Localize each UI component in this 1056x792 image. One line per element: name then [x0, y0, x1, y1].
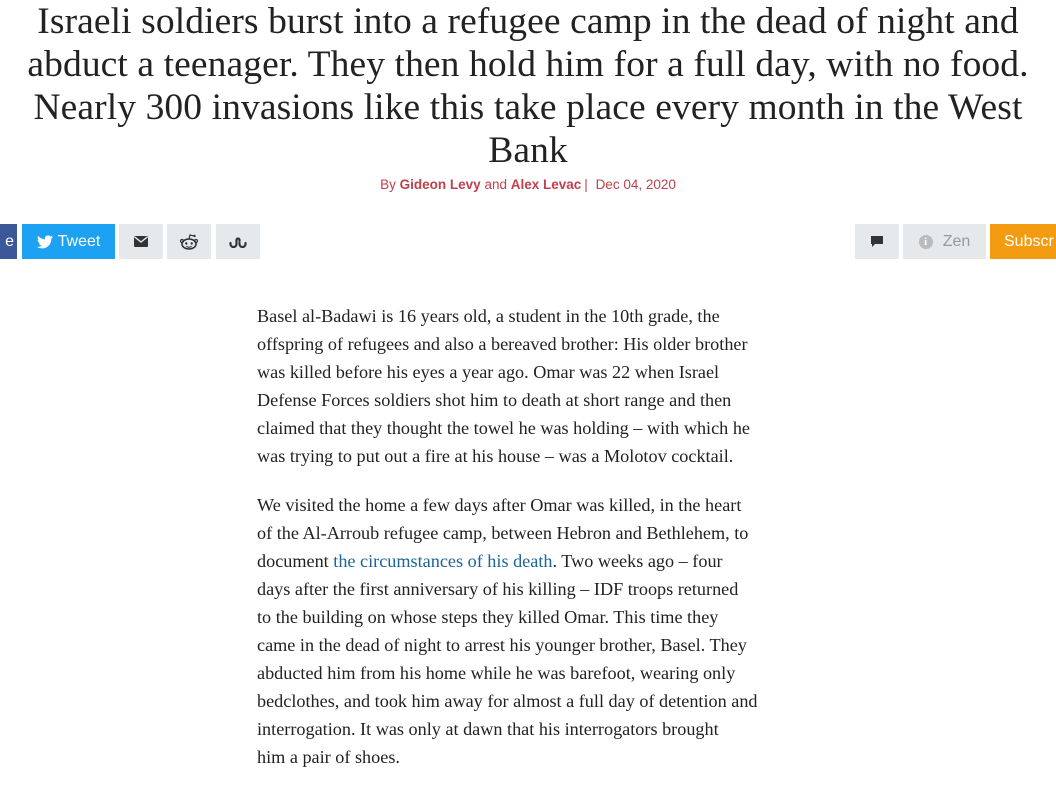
info-icon: i [919, 235, 933, 249]
article-paragraph [257, 302, 817, 470]
comments-button[interactable] [855, 224, 899, 259]
article-line: to the building on whose steps they killed Omar. This time they [257, 607, 719, 627]
article-body [257, 302, 817, 792]
article-line: bedclothes, and took him away for almost a full day of detention and [257, 691, 758, 711]
article-line: offspring of refugees and also a bereaved brother: His older brother [257, 334, 748, 354]
article-line: interrogation. It was only at dawn that his interrogators brought [257, 719, 719, 739]
byline [0, 177, 1056, 192]
article-line: was killed before his eyes a year ago. Omar was 22 when Israel [257, 362, 720, 382]
article-line: days after the first anniversary of his killing – IDF troops returned [257, 579, 739, 599]
article-line: abducted him from his home while he was barefoot, wearing only [257, 663, 736, 683]
zen-label: Zen [942, 232, 971, 250]
article-line: was trying to put out a fire at his house – was a Molotov cocktail. [257, 446, 734, 466]
reddit-share-button[interactable] [167, 224, 211, 259]
facebook-share-label: e [5, 232, 14, 250]
byline-and: and [484, 177, 507, 192]
headline-line: Nearly 300 invasions like this take place every month in the West [33, 87, 1023, 128]
article-line: him a pair of shoes. [257, 747, 400, 767]
article-line [257, 547, 817, 575]
article-line: claimed that they thought the towel he was holding – with which he [257, 418, 750, 438]
byline-by: By [380, 177, 396, 192]
zen-mode-button[interactable] [903, 224, 986, 259]
article-headline [0, 0, 1056, 172]
stumbleupon-share-button[interactable] [216, 224, 260, 259]
author-link-gideon-levy[interactable]: Gideon Levy [399, 177, 481, 192]
byline-separator: | [584, 177, 588, 192]
tweet-button[interactable] [22, 224, 115, 259]
headline-line: Israeli soldiers burst into a refugee camp in the dead of night and [37, 1, 1019, 42]
author-link-alex-levac[interactable]: Alex Levac [510, 177, 582, 192]
article-paragraph [257, 491, 817, 771]
tweet-label: Tweet [57, 232, 101, 250]
article-line: We visited the home a few days after Omar was killed, in the heart [257, 495, 742, 515]
article-line: Basel al-Badawi is 16 years old, a student in the 10th grade, the [257, 306, 720, 326]
text-segment: document [257, 551, 334, 571]
envelope-icon [134, 236, 148, 247]
headline-line: Bank [488, 130, 568, 171]
email-share-button[interactable] [119, 224, 163, 259]
subscribe-label: Subscr [1004, 232, 1054, 250]
facebook-share-button[interactable] [0, 224, 17, 259]
article-line: came in the dead of night to arrest his younger brother, Basel. They [257, 635, 747, 655]
publish-date: Dec 04, 2020 [595, 177, 676, 192]
comment-bubble-icon [870, 235, 884, 248]
text-segment: . Two weeks ago – four [552, 551, 723, 571]
twitter-bird-icon [37, 235, 53, 249]
subscribe-button[interactable] [990, 224, 1056, 259]
circumstances-of-death-link[interactable]: the circumstances of his death [333, 551, 553, 571]
headline-line: abduct a teenager. They then hold him for a full day, with no food. [27, 44, 1029, 85]
article-line: Defense Forces soldiers shot him to death at short range and then [257, 390, 732, 410]
reddit-icon [180, 234, 198, 250]
article-line: of the Al-Arroub refugee camp, between Hebron and Bethlehem, to [257, 523, 749, 543]
stumbleupon-icon [229, 236, 247, 248]
